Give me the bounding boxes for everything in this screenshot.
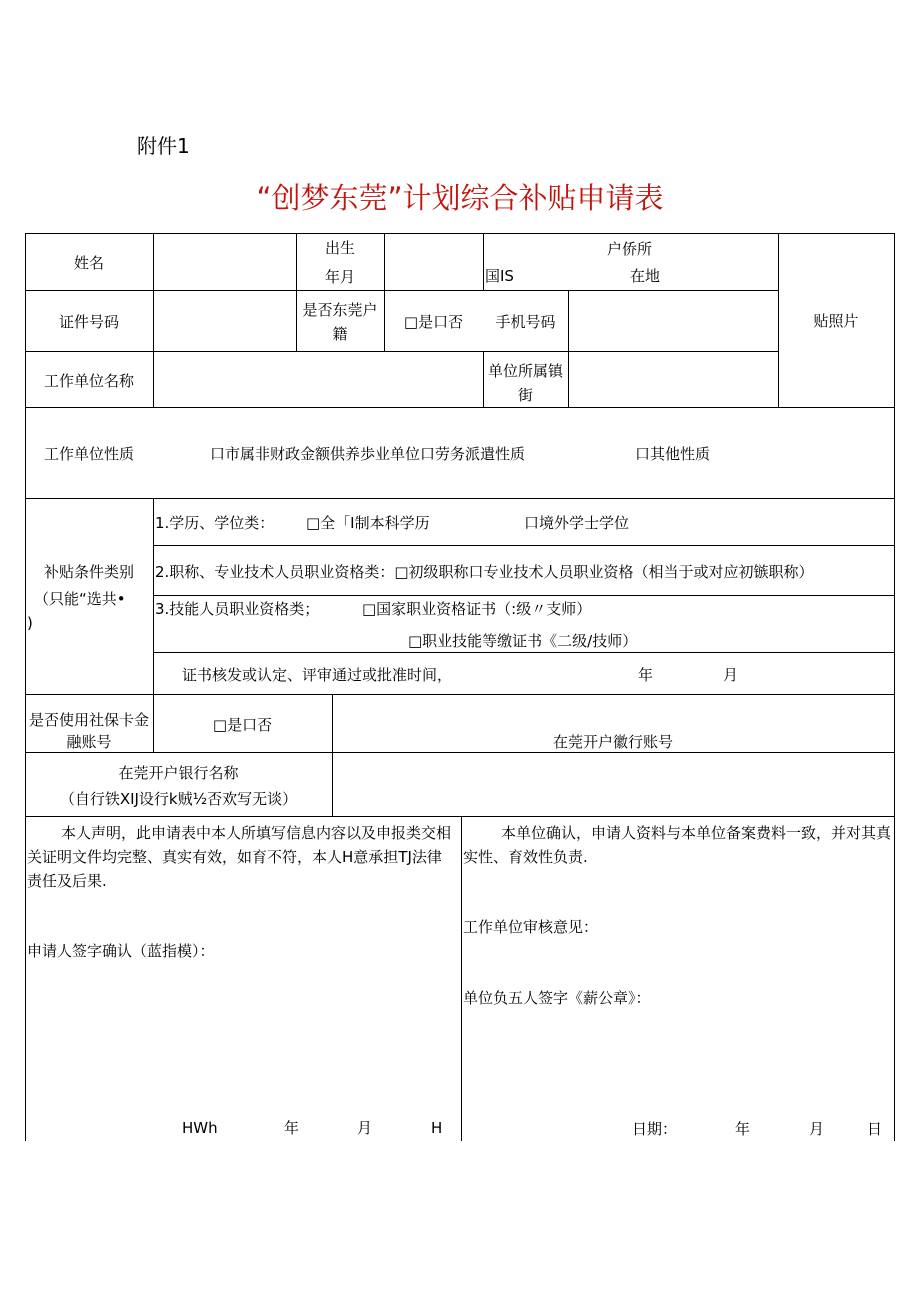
rule xyxy=(384,233,385,351)
hukou-label-tail: 在地 xyxy=(630,267,661,285)
employer-date-label: 日期： xyxy=(632,1120,678,1138)
employer-label: 工作单位名称 xyxy=(43,372,134,390)
social-card-checkbox[interactable]: □是口否 xyxy=(212,716,273,734)
cert-year-label: 年 xyxy=(638,666,654,684)
hukou-label-cont: 国IS xyxy=(485,267,514,285)
nature-options[interactable]: 口市属非财政金额供养歩业单位口劳务派遣性质 xyxy=(210,445,526,463)
rule xyxy=(25,233,895,234)
bank-account-label: 在莞开户徽行账号 xyxy=(552,733,673,751)
social-card-label-cont: 融账号 xyxy=(66,733,112,751)
rule xyxy=(461,816,462,1141)
cert-month-label: 月 xyxy=(723,666,739,684)
birth-label: 出生 xyxy=(324,239,355,257)
employer-date-month: 月 xyxy=(809,1120,825,1138)
rule xyxy=(332,694,333,816)
attachment-label: 附件1 xyxy=(137,134,190,158)
applicant-declaration: 本人声明，此申请表中本人所填写信息内容以及申报类交相关证明文件均完整、真实有效，如育不符，本人H意承担TJ法律责任及后果. xyxy=(27,824,452,890)
subsidy-label-note: （只能“选共• xyxy=(34,590,126,608)
town-label-cont: 街 xyxy=(517,386,533,404)
form-title: “创梦东莞”计划综合补贴申请表 xyxy=(256,181,664,215)
subsidy-label: 补贴条件类别 xyxy=(43,563,134,581)
rule xyxy=(25,290,779,291)
rule xyxy=(25,498,895,499)
bank-name-label: 在莞开户银行名称 xyxy=(118,764,239,782)
dg-hukou-label-cont: 籍 xyxy=(332,325,348,343)
applicant-sign-label: 申请人签字确认（蓝指模）： xyxy=(27,942,215,960)
applicant-date-label: HWh xyxy=(182,1119,218,1137)
applicant-date-day: H xyxy=(431,1119,443,1137)
edu-category: 1.学历、学位类： xyxy=(155,514,275,532)
nature-option-other[interactable]: 口其他性质 xyxy=(635,445,711,463)
rule xyxy=(483,233,484,290)
social-card-label: 是否使用社保卡金 xyxy=(28,711,149,729)
rule xyxy=(568,290,569,407)
rule xyxy=(153,595,895,596)
nature-label: 工作单位性质 xyxy=(43,445,134,463)
employer-review-label: 工作单位审核意见： xyxy=(463,918,599,936)
employer-confirmation: 本单位确认，申请人资料与本单位备案费料一致，并对其真实性、育效性负责. xyxy=(463,824,892,866)
phone-label: 手机号码 xyxy=(495,313,556,331)
rule xyxy=(25,351,779,352)
name-label: 姓名 xyxy=(73,254,104,272)
bank-name-note: （自行铁XIJ设行k贼½否欢写无谈） xyxy=(59,790,298,808)
rule xyxy=(153,233,154,407)
rule xyxy=(153,545,895,546)
id-number-label: 证件号码 xyxy=(58,313,119,331)
skill-option-national[interactable]: □国家职业资格证书（:级〃支师） xyxy=(362,600,592,618)
subsidy-label-close: ) xyxy=(27,614,33,632)
rule xyxy=(25,407,895,408)
edu-option-overseas[interactable]: 口境外学士学位 xyxy=(524,514,630,532)
employer-date-year: 年 xyxy=(735,1120,751,1138)
applicant-date-month: 月 xyxy=(357,1119,373,1137)
title-category[interactable]: 2.职称、专业技术人员职业资格类：□初级职称口专业技术人员职业资格（相当于或对应初镞职称） xyxy=(155,563,814,581)
skill-option-grade[interactable]: □职业技能等缴证书《二级/技师） xyxy=(408,632,638,650)
dg-hukou-checkbox[interactable]: □是口否 xyxy=(403,313,464,331)
rule xyxy=(25,694,895,695)
edu-option-bachelor[interactable]: □全「I制本科学历 xyxy=(306,514,430,532)
photo-placeholder: 贴照片 xyxy=(813,312,859,330)
rule xyxy=(894,233,895,1141)
rule xyxy=(153,652,895,653)
rule xyxy=(25,816,895,817)
birth-label-cont: 年月 xyxy=(324,268,355,286)
dg-hukou-label: 是否东莞户 xyxy=(302,301,378,319)
hukou-label: 户侨所 xyxy=(607,240,653,258)
skill-category: 3.技能人员职业资格类； xyxy=(155,600,320,618)
applicant-date-year: 年 xyxy=(284,1119,300,1137)
employer-sign-label: 单位负五人签字《薪公章》： xyxy=(463,989,651,1007)
cert-time-label: 证书核发或认定、评审通过或批准时间， xyxy=(182,666,453,684)
employer-date-day: 日 xyxy=(867,1120,883,1138)
town-label: 单位所属镇 xyxy=(487,362,563,380)
